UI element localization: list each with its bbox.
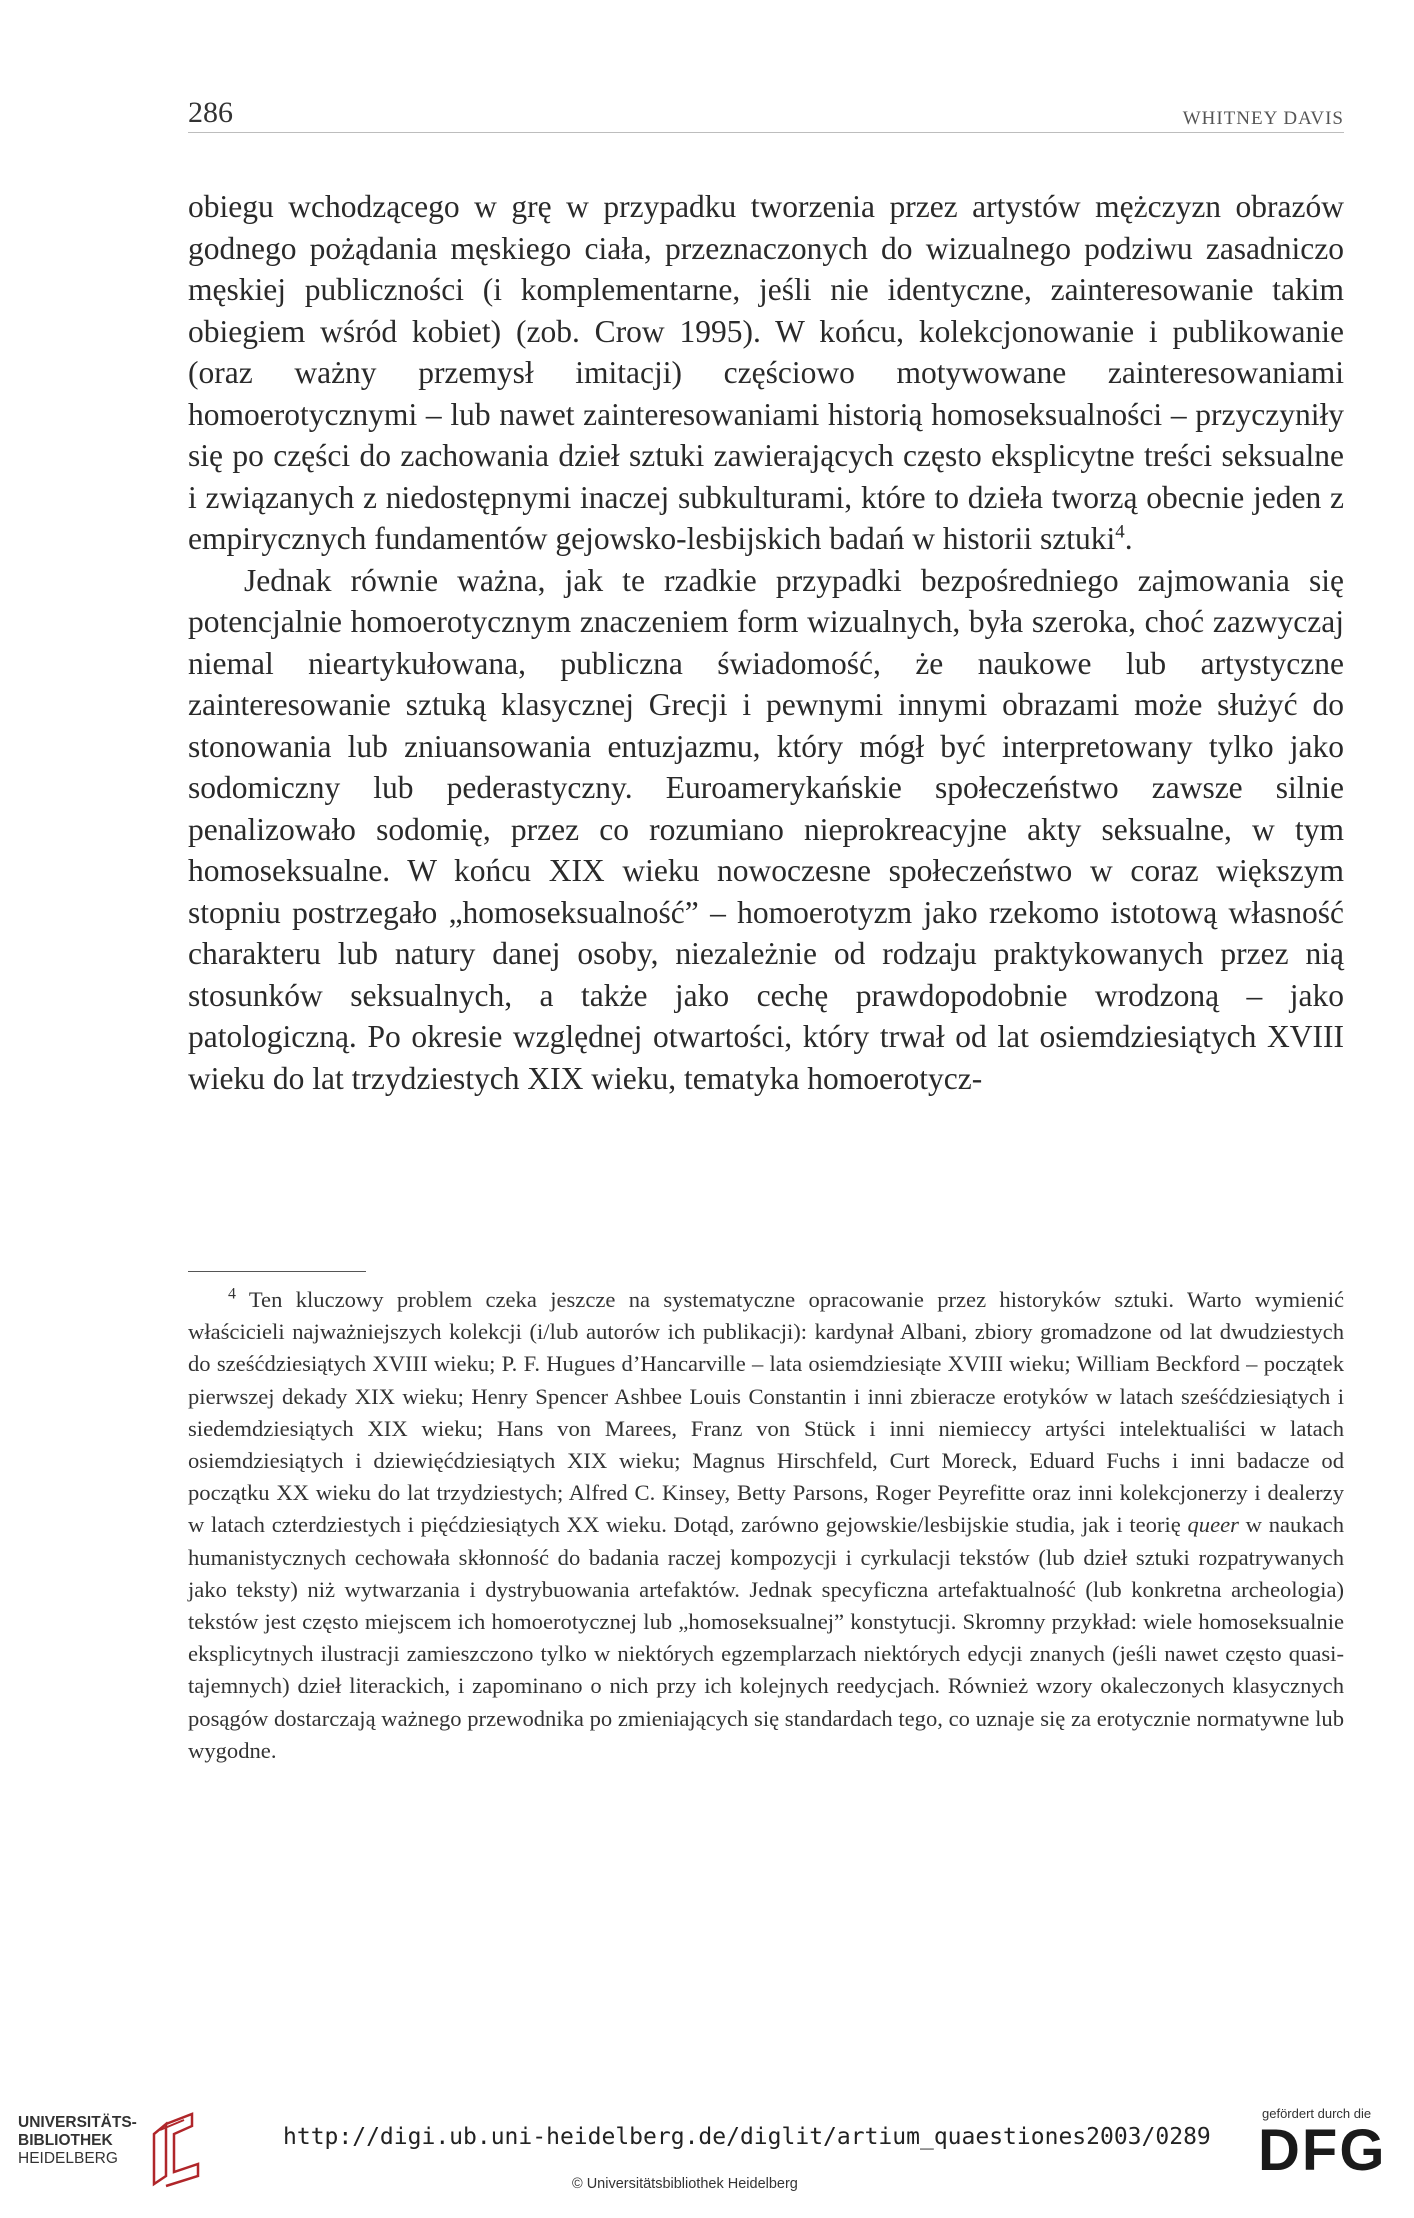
main-text [188, 186, 1344, 1099]
source-url-link[interactable]: http://digi.ub.uni-heidelberg.de/diglit/artium_quaestiones2003/0289 [283, 2124, 1211, 2150]
footnote [188, 1284, 1344, 1767]
footnote-number: 4 [228, 1285, 236, 1303]
library-name-line: UNIVERSITÄTS- [18, 2114, 137, 2131]
library-name-line: BIBLIOTHEK [18, 2132, 113, 2149]
paragraph: Jednak równie ważna, jak te rzadkie przypadki bezpośredniego zajmowania się potencjalnie homoerotycznym znaczeniem form wizualnych, była szeroka, choć zazwyczaj niemal nieartykułowana, publiczna świadomość, że naukowe lub artystyczne zainteresowanie sztuką klasycznej Grecji i pewnymi innymi obrazami może służyć do stonowania lub zniuansowania entuzjazmu, który mógł być interpretowany tylko jako sodomiczny lub pederastyczny. Euroamerykańskie społeczeństwo zawsze silnie penalizowało sodomię, przez co rozumiano nieprokreacyjne akty seksualne, w tym homoseksualne. W końcu XIX wieku nowoczesne społeczeństwo w coraz większym stopniu postrzegało „homoseksualność” – homoerotyzm jako rzekomo istotową własność charakteru lub natury danej osoby, niezależnie od rodzaju praktykowanych przez nią stosunków seksualnych, a także jako cechę prawdopodobnie wrodzoną – jako patologiczną. Po okresie względnej otwartości, który trwał od lat osiemdziesiątych XVIII wieku do lat trzydziestych XIX wieku, tematyka homoerotycz- [188, 562, 1344, 1096]
funding-label: gefördert durch die [1262, 2106, 1372, 2121]
dfg-logo: DFG [1258, 2118, 1387, 2183]
copyright-notice: © Universitätsbibliothek Heidelberg [572, 2176, 798, 2192]
footnote-separator [188, 1271, 366, 1272]
dfg-funding-badge[interactable] [1258, 2106, 1398, 2196]
footnote-italic-term: queer [1187, 1512, 1239, 1538]
paragraph [188, 186, 1344, 560]
running-head-author: WHITNEY DAVIS [1182, 108, 1344, 129]
paragraph-text: obiegu wchodzącego w grę w przypadku tworzenia przez artystów mężczyzn obrazów godnego pożądania męskiego ciała, przeznaczonych do wizualnego podziwu zasadniczo męskiej publiczności (i komplementarne, jeśli nie identyczne, zainteresowanie takim obiegiem wśród kobiet) (zob. Crow 1995). W końcu, kolekcjonowanie i publikowanie (oraz ważny przemysł imitacji) częściowo motywowane zainteresowaniami homoerotycznymi – lub nawet zainteresowaniami historią homoseksualności – przyczyniły się po części do zachowania dzieł sztuki zawierających często eksplicytne treści seksualne i związanych z niedostępnymi inaczej subkulturami, które to dzieła tworzą obecnie jeden z empirycznych fundamentów gejowsko-lesbijskich badań w historii sztuki [188, 189, 1344, 556]
footnote-text: Ten kluczowy problem czeka jeszcze na systematyczne opracowanie przez historyków sztuki. Warto wymienić właścicieli najważniejszych kolekcji (i/lub autorów ich publikacji): kardynał Albani, zbiory gromadzone od lat dwudziestych do sześćdziesiątych XVIII wieku; P. F. Hugues d’Hancarville – lata osiemdziesiąte XVIII wieku; William Beckford – początek pierwszej dekady XIX wieku; Henry Spencer Ashbee Louis Constantin i inni zbieracze erotyków w latach sześćdziesiątych i siedemdziesiątych XIX wieku; Hans von Marees, Franz von Stück i inni niemieccy artyści intelektualiści w latach osiemdziesiątych i dziewięćdziesiątych XIX wieku; Magnus Hirschfeld, Curt Moreck, Eduard Fuchs i inni badacze od początku XX wieku do lat trzydziestych; Alfred C. Kinsey, Betty Parsons, Roger Peyrefitte oraz inni kolekcjonerzy i dealerzy w latach czterdziestych i pięćdziesiątych XX wieku. Dotąd, zarówno gejowskie/lesbijskie studia, jak i teorię [188, 1287, 1344, 1538]
library-emblem-icon [146, 2110, 208, 2190]
library-logo[interactable] [18, 2110, 208, 2190]
paragraph-end: . [1124, 521, 1133, 556]
footnote-reference[interactable]: 4 [1115, 521, 1125, 543]
digitization-footer [0, 2080, 1414, 2218]
library-name [18, 2114, 137, 2168]
footnote-text-continued: w naukach humanistycznych cechowała skłonność do badania raczej kompozycji i cyrkulacji tekstów (lub dzieł sztuki rozpatrywanych jako teksty) niż wytwarzania i dystrybuowania artefaktów. Jednak specyficzna artefaktualność (lub konkretna archeologia) tekstów jest często miejscem ich homoerotycznej lub „homoseksualnej” konstytucji. Skromny przykład: wiele homoseksualnie eksplicytnych ilustracji zamieszczono tylko w niektórych egzemplarzach niektórych edycji znanych (jeśli nawet często quasi-tajemnych) dzieł literackich, i zapominano o nich przy ich kolejnych reedycjach. Również wzory okaleczonych klasycznych posągów dostarczają ważnego przewodnika po zmieniających się standardach tego, co uznaje się za erotycznie normatywne lub wygodne. [188, 1512, 1344, 1763]
page-number: 286 [188, 96, 233, 129]
page-header [188, 98, 1344, 133]
library-name-line: HEIDELBERG [18, 2150, 118, 2167]
